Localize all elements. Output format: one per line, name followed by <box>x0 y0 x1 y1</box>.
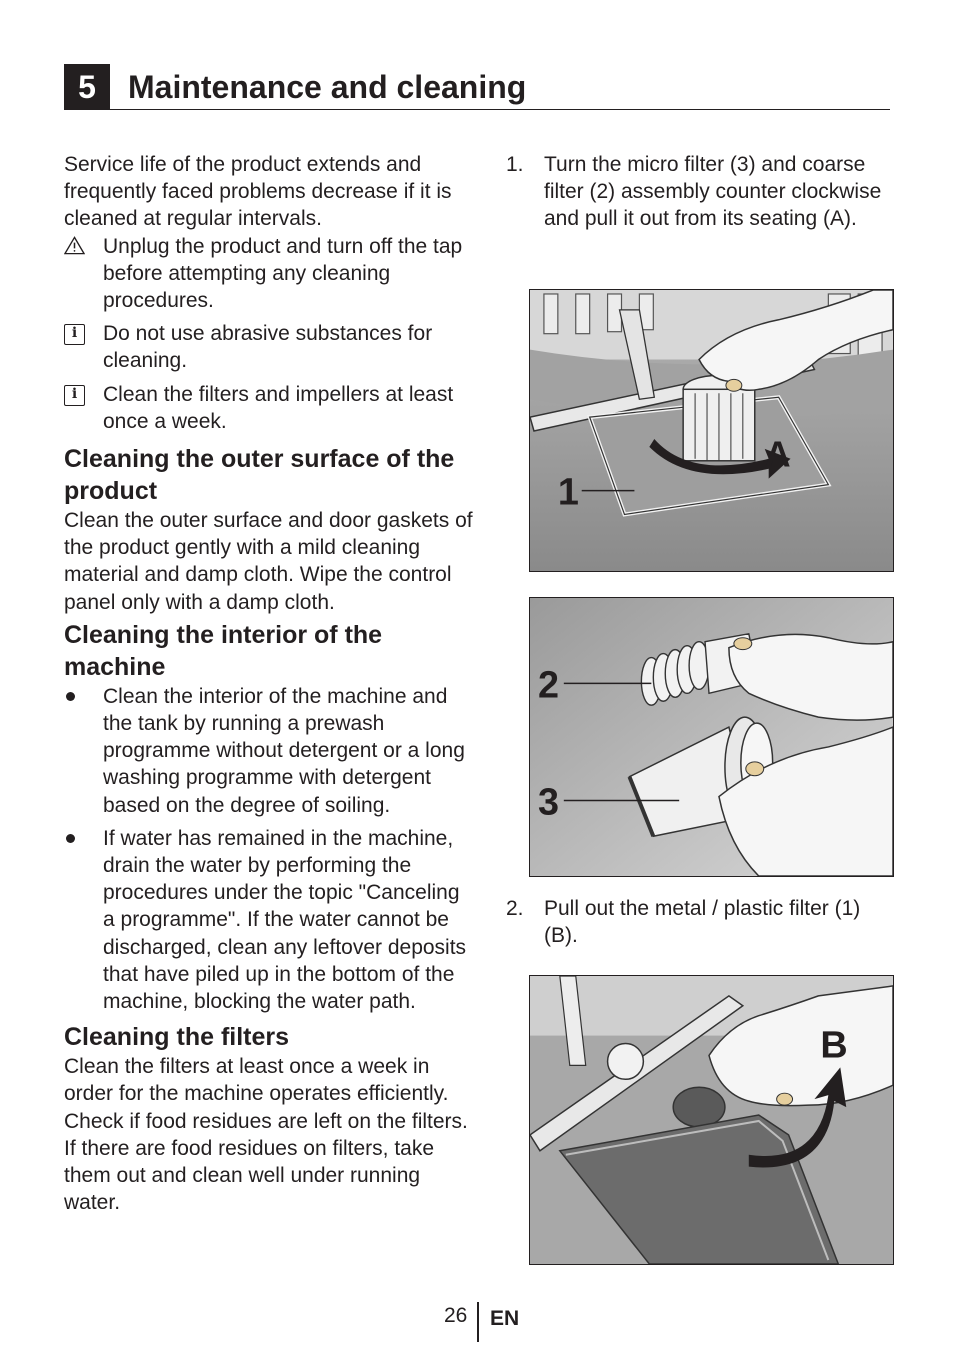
figure-filter-separation <box>529 597 894 877</box>
language-code: EN <box>490 1307 520 1330</box>
note-info <box>64 320 476 374</box>
right-column <box>506 151 894 233</box>
heading-interior: Cleaning the interior of the machine <box>64 620 383 681</box>
left-column <box>64 151 476 1217</box>
footer-divider <box>477 1302 479 1342</box>
list-item-text: If water has remained in the machine, drain the water by performing the procedures under the topic "Canceling a programme". If the water cannot be discharged, clean any leftover deposits that have piled up in the bottom of the machine, blocking the water path. <box>103 826 467 1014</box>
figure-label: 3 <box>537 781 559 824</box>
bullet-icon <box>66 692 75 701</box>
note-warning <box>64 233 476 315</box>
warning-icon <box>64 235 85 256</box>
heading-outer-surface: Cleaning the outer surface of the product <box>64 445 455 506</box>
chapter-title: Maintenance and cleaning <box>128 69 527 105</box>
info-icon: i <box>64 324 85 345</box>
chapter-number: 5 <box>64 64 110 110</box>
list-item <box>64 825 476 1015</box>
step-text: Pull out the metal / plastic filter (1) (B). <box>544 897 861 948</box>
figure-label: 1 <box>557 471 579 514</box>
chapter-header <box>64 64 890 110</box>
step-text: Turn the micro filter (3) and coarse filter (2) assembly counter clockwise and pull it out from its seating (A). <box>544 153 882 231</box>
outer-surface-text: Clean the outer surface and door gaskets of the product gently with a mild cleaning material and damp cloth. Wipe the control panel only with a damp cloth. <box>64 509 473 614</box>
bullet-icon <box>66 834 75 843</box>
step-number: 2. <box>506 897 524 920</box>
step-item <box>506 151 894 233</box>
figure-label: A <box>764 434 791 475</box>
step-item <box>506 895 894 949</box>
figure-label: 2 <box>537 664 559 707</box>
note-info <box>64 381 476 435</box>
info-icon: i <box>64 385 85 406</box>
filters-text: Clean the filters at least once a week in order for the machine operates efficiently. Check if food residues are left on the filters. If there are food residues on filters, take them out and clean well under running water. <box>64 1055 468 1215</box>
note-text: Clean the filters and impellers at least once a week. <box>103 382 454 433</box>
figure-label: B <box>820 1024 848 1067</box>
heading-filters: Cleaning the filters <box>64 1023 290 1052</box>
list-item-text: Clean the interior of the machine and the tank by running a prewash programme without detergent or a long washing programme with detergent based on the degree of soiling. <box>103 684 465 817</box>
intro-paragraph: Service life of the product extends and frequently faced problems decrease if it is cleaned at regular intervals. <box>64 153 452 231</box>
note-text: Unplug the product and turn off the tap before attempting any cleaning procedures. <box>103 234 463 313</box>
step-number: 1. <box>506 153 524 176</box>
figure-flat-filter-removal <box>529 975 894 1265</box>
list-item <box>64 683 476 819</box>
note-text: Do not use abrasive substances for cleaning. <box>103 322 433 373</box>
figure-filter-removal <box>529 289 894 572</box>
page-number: 26 <box>444 1304 468 1327</box>
